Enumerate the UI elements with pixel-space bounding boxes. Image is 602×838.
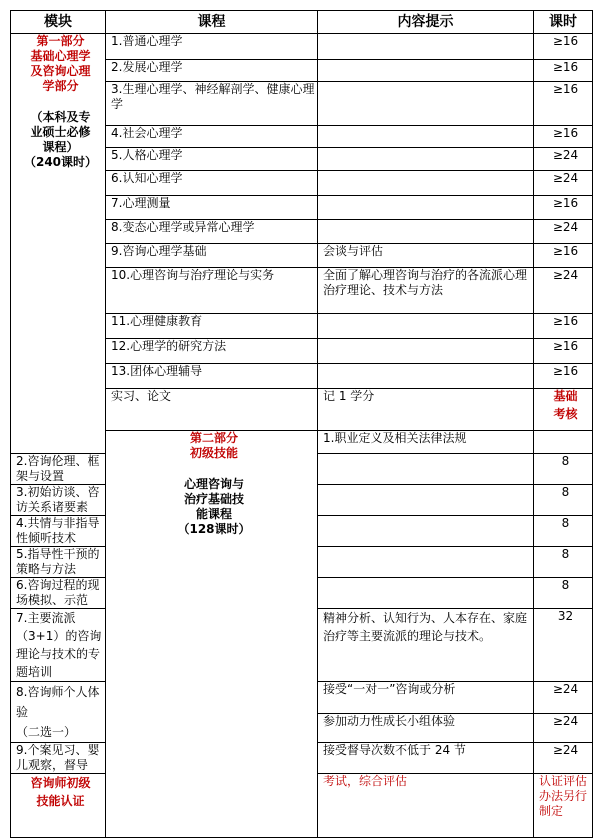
tip-cell [318,126,534,148]
hours-cell: ≥16 [534,126,593,148]
hours-line: 考核 [553,407,578,421]
course-line: （二选一） [16,725,77,739]
course-line: 8.咨询师个人体验 [16,685,100,719]
part2-subtitle: 能课程 [195,507,232,521]
hours-cell: 8 [534,485,593,516]
hours-cell: ≥16 [534,339,593,364]
tip-cell [318,60,534,82]
tip-cell [318,148,534,171]
hours-cell: ≥24 [534,713,593,742]
tip-cell [318,578,534,609]
tip-cell [318,547,534,578]
header-module: 模块 [11,11,106,34]
course-cell: 6.认知心理学 [106,171,318,196]
course-cell: 3.初始访谈、咨访关系诸要素 [11,485,106,516]
course-cell: 6.咨询过程的现场模拟、示范 [11,578,106,609]
course-cell: 11.心理健康教育 [106,314,318,339]
course-cell: 1.普通心理学 [106,34,318,60]
course-cell: 5.指导性干预的策略与方法 [11,547,106,578]
header-row [11,11,593,34]
tip-cell [318,485,534,516]
tip-cell: 认证评估办法另行制定 [534,774,593,838]
course-cell: 1.职业定义及相关法律法规 [318,431,534,454]
header-hours: 课时 [534,11,593,34]
tip-cell [318,454,534,485]
tip-cell [318,364,534,389]
part2-subtitle: 治疗基础技 [183,492,244,506]
tip-cell: 接受督导次数不低于 24 节 [318,743,534,774]
curriculum-table [10,10,593,838]
part2-title: 初级技能 [189,446,238,460]
hours-cell: 8 [534,547,593,578]
course-cell: 4.社会心理学 [106,126,318,148]
hours-cell: ≥24 [534,268,593,314]
tip-cell [318,171,534,196]
hours-cell: ≥16 [534,314,593,339]
hours-cell: ≥24 [534,171,593,196]
cert-title: 咨询师初级 [30,776,91,790]
hours-cell: ≥16 [534,60,593,82]
course-cell: 4.共情与非指导性倾听技术 [11,516,106,547]
cert-module-cell [11,774,106,838]
tip-cell: 记 1 学分 [318,389,534,431]
course-cell: 3.生理心理学、神经解剖学、健康心理学 [106,82,318,126]
part1-subtitle: 业硕士必修 [30,125,91,139]
hours-cell: ≥16 [534,196,593,220]
tip-cell [318,220,534,244]
part1-subtitle: （本科及专 [30,110,91,124]
course-cell: 7.主要流派（3+1）的咨询理论与技术的专题培训 [11,609,106,682]
cert-title: 技能认证 [36,794,85,808]
course-cell: 8.变态心理学或异常心理学 [106,220,318,244]
course-cell: 9.个案见习、婴儿观察，督导 [11,743,106,774]
hours-cell: ≥16 [534,34,593,60]
tip-cell [318,82,534,126]
part1-title: 及咨询心理 [30,64,91,78]
part2-module-cell [106,431,318,838]
hours-line: 基础 [553,389,578,403]
tip-cell: 精神分析、认知行为、人本存在、家庭治疗等主要流派的理论与技术。 [318,609,534,682]
course-cell: 9.咨询心理学基础 [106,244,318,268]
course-cell: 12.心理学的研究方法 [106,339,318,364]
course-cell: 10.心理咨询与治疗理论与实务 [106,268,318,314]
course-cell: 13.团体心理辅导 [106,364,318,389]
hours-cell: ≥24 [534,682,593,714]
tip-cell [534,431,593,454]
tip-cell [318,196,534,220]
part1-subtitle: 课程） [42,140,79,154]
part1-title: 第一部分 [36,34,85,48]
tip-cell: 会谈与评估 [318,244,534,268]
tip-cell [318,314,534,339]
part1-hours-total: （240课时） [23,155,98,169]
course-cell: 2.发展心理学 [106,60,318,82]
tip-cell: 接受“一对一”咨询或分析 [318,682,534,714]
header-tips: 内容提示 [318,11,534,34]
hours-cell: ≥16 [534,364,593,389]
course-cell: 7.心理测量 [106,196,318,220]
course-cell: 实习、论文 [106,389,318,431]
part2-subtitle: 心理咨询与 [183,477,244,491]
hours-cell: ≥16 [534,244,593,268]
part1-title: 学部分 [42,79,79,93]
tip-cell: 参加动力性成长小组体验 [318,713,534,742]
course-cell: 考试，综合评估 [318,774,534,838]
hours-cell [534,389,593,431]
hours-cell: ≥24 [534,743,593,774]
hours-cell: 8 [534,578,593,609]
tip-cell [318,34,534,60]
part2-title: 第二部分 [189,431,238,445]
course-cell [11,682,106,743]
hours-cell: 8 [534,454,593,485]
header-course: 课程 [106,11,318,34]
hours-cell: ≥24 [534,220,593,244]
course-cell: 5.人格心理学 [106,148,318,171]
hours-cell: ≥16 [534,82,593,126]
table-row [11,34,593,60]
part2-hours-total: （128课时） [177,522,251,536]
part1-module-cell [11,34,106,454]
course-cell: 2.咨询伦理、框架与设置 [11,454,106,485]
hours-cell: ≥24 [534,148,593,171]
hours-cell: 32 [534,609,593,682]
part1-title: 基础心理学 [30,49,91,63]
tip-cell [318,339,534,364]
tip-cell: 全面了解心理咨询与治疗的各流派心理治疗理论、技术与方法 [318,268,534,314]
tip-cell [318,516,534,547]
hours-cell: 8 [534,516,593,547]
